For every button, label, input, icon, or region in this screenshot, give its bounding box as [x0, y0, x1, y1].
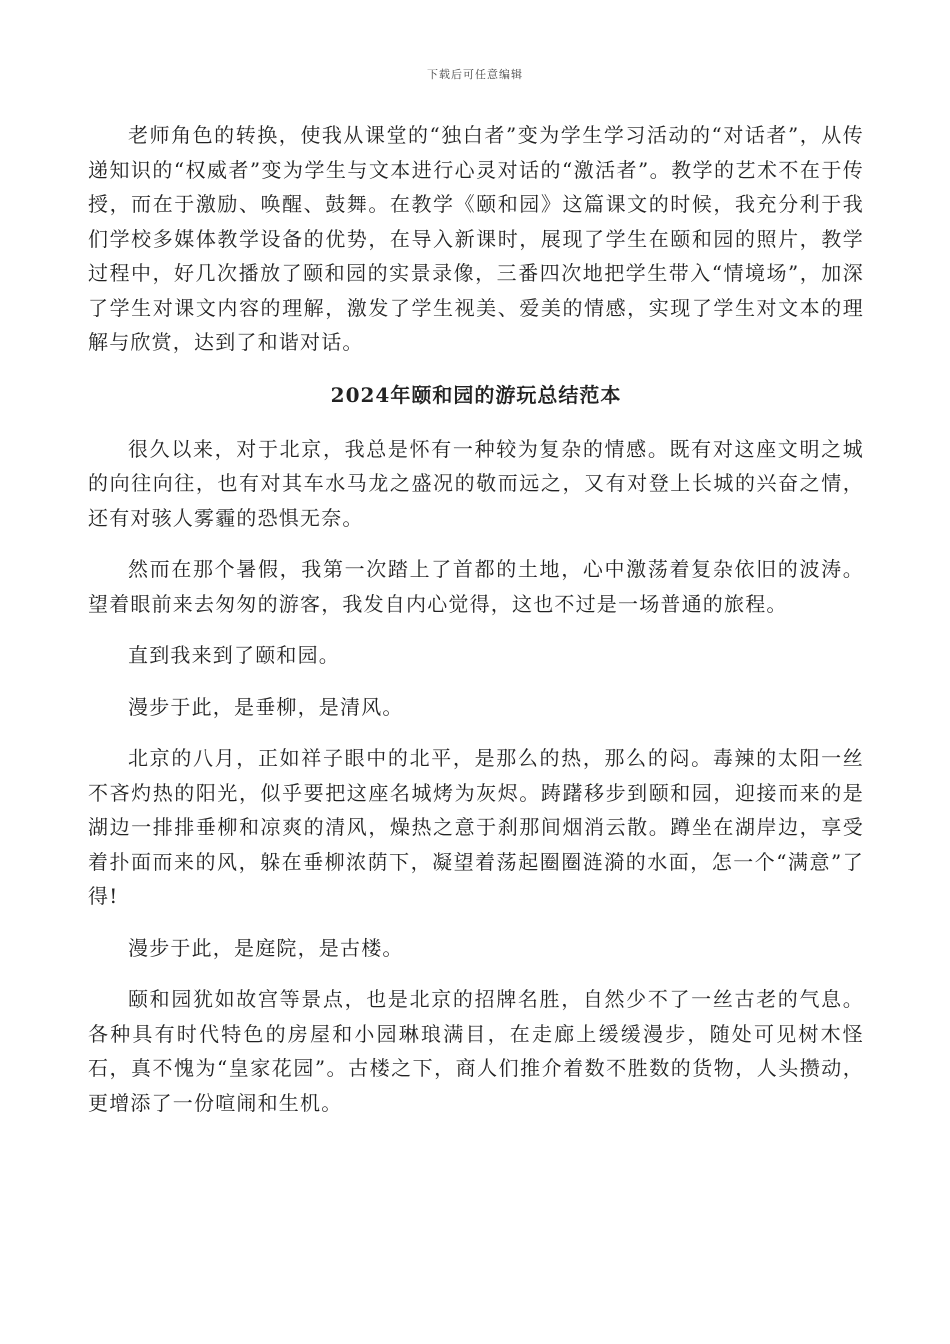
header-note: 下载后可任意编辑 [427, 68, 523, 81]
intro-paragraph: 老师角色的转换，使我从课堂的“独白者”变为学生学习活动的“对话者”，从传递知识的“权威者”变为学生与文本进行心灵对话的“激活者”。教学的艺术不在于传授，而在于激励、唤醒、鼓舞。在教学《颐和园》这篇课文的时候，我充分利于我们学校多媒体教学设备的优势，在导入新课时，展现了学生在颐和园的照片，教学过程中，好几次播放了颐和园的实景录像，三番四次地把学生带入“情境场”，加深了学生对课文内容的理解，激发了学生视美、爱美的情感，实现了学生对文本的理解与欣赏，达到了和谐对话。 [88, 123, 864, 354]
document-body [88, 118, 864, 1120]
body-paragraph-7: 颐和园犹如故宫等景点，也是北京的招牌名胜，自然少不了一丝古老的气息。各种具有时代特色的房屋和小园琳琅满目，在走廊上缓缓漫步，随处可见树木怪石，真不愧为“皇家花园”。古楼之下，商人们推介着数不胜数的货物，人头攒动，更增添了一份喧闹和生机。 [88, 987, 864, 1115]
body-paragraph-1: 很久以来，对于北京，我总是怀有一种较为复杂的情感。既有对这座文明之城的向往向往，也有对其车水马龙之盛况的敬而远之，又有对登上长城的兴奋之情，还有对骇人雾霾的恐惧无奈。 [88, 436, 864, 530]
body-paragraph-6: 漫步于此，是庭院，是古楼。 [128, 935, 404, 960]
body-paragraph-4: 漫步于此，是垂柳，是清风。 [128, 694, 404, 719]
body-paragraph-3: 直到我来到了颐和园。 [128, 643, 340, 667]
section-title: 2024年颐和园的游玩总结范本 [330, 382, 622, 407]
body-paragraph-5: 北京的八月，正如祥子眼中的北平，是那么的热，那么的闷。毒辣的太阳一丝不吝灼热的阳光，似乎要把这座名城烤为灰烬。踌躇移步到颐和园，迎接而来的是湖边一排排垂柳和凉爽的清风，燥热之意于刹那间烟消云散。蹲坐在湖岸边，享受着扑面而来的风，躲在垂柳浓荫下，凝望着荡起圈圈涟漪的水面，怎一个“满意”了得! [88, 746, 864, 908]
body-paragraph-2: 然而在那个暑假，我第一次踏上了首都的土地，心中激荡着复杂依旧的波涛。望着眼前来去匆匆的游客，我发自内心觉得，这也不过是一场普通的旅程。 [88, 557, 864, 616]
